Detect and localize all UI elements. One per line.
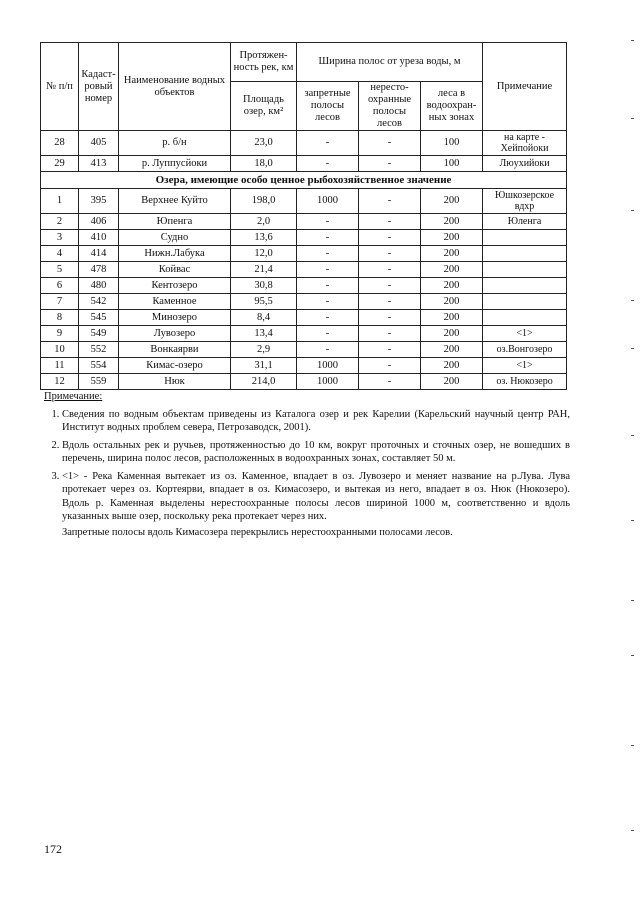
row-spawning: - xyxy=(359,294,421,310)
row-prohibited: - xyxy=(297,246,359,262)
row-water-zone: 200 xyxy=(421,310,483,326)
notes-list xyxy=(44,408,570,524)
row-spawning: - xyxy=(359,246,421,262)
header-area: Площадь озер, км² xyxy=(231,82,297,131)
row-spawning: - xyxy=(359,326,421,342)
header-cadastral: Кадаст-ровый номер xyxy=(79,43,119,131)
section-row xyxy=(41,172,567,189)
row-num: 28 xyxy=(41,131,79,156)
row-cadastral: 414 xyxy=(79,246,119,262)
row-prohibited: - xyxy=(297,294,359,310)
row-name: Лувозеро xyxy=(119,326,231,342)
row-prohibited: - xyxy=(297,326,359,342)
row-num: 6 xyxy=(41,278,79,294)
row-spawning: - xyxy=(359,262,421,278)
row-cadastral: 395 xyxy=(79,189,119,214)
scan-edge-mark xyxy=(631,348,634,349)
row-remark: оз. Нюкозеро xyxy=(483,374,567,390)
row-spawning: - xyxy=(359,214,421,230)
row-num: 5 xyxy=(41,262,79,278)
row-num: 7 xyxy=(41,294,79,310)
scan-edge-mark xyxy=(631,520,634,521)
row-cadastral: 559 xyxy=(79,374,119,390)
row-cadastral: 413 xyxy=(79,156,119,172)
table-row xyxy=(41,278,567,294)
table-header-row-1 xyxy=(41,43,567,82)
header-prohibited: запретные полосы лесов xyxy=(297,82,359,131)
row-prohibited: - xyxy=(297,278,359,294)
row-water-zone: 200 xyxy=(421,374,483,390)
table-row xyxy=(41,294,567,310)
row-name: Юпенга xyxy=(119,214,231,230)
row-prohibited: - xyxy=(297,310,359,326)
row-prohibited: 1000 xyxy=(297,374,359,390)
row-remark: Люухийоки xyxy=(483,156,567,172)
header-num: № п/п xyxy=(41,43,79,131)
header-name: Наименование водных объектов xyxy=(119,43,231,131)
table-row xyxy=(41,156,567,172)
table-row xyxy=(41,131,567,156)
row-prohibited: - xyxy=(297,214,359,230)
row-size: 31,1 xyxy=(231,358,297,374)
scan-edge-mark xyxy=(631,745,634,746)
row-size: 23,0 xyxy=(231,131,297,156)
row-size: 8,4 xyxy=(231,310,297,326)
row-num: 12 xyxy=(41,374,79,390)
row-water-zone: 200 xyxy=(421,342,483,358)
row-size: 13,4 xyxy=(231,326,297,342)
section-title: Озера, имеющие особо ценное рыбохозяйственное значение xyxy=(41,172,567,189)
row-size: 21,4 xyxy=(231,262,297,278)
scan-edge-mark xyxy=(631,118,634,119)
table-row xyxy=(41,189,567,214)
row-water-zone: 200 xyxy=(421,294,483,310)
row-prohibited: 1000 xyxy=(297,358,359,374)
row-remark: <1> xyxy=(483,358,567,374)
table-row xyxy=(41,326,567,342)
row-cadastral: 549 xyxy=(79,326,119,342)
row-size: 12,0 xyxy=(231,246,297,262)
row-size: 214,0 xyxy=(231,374,297,390)
row-remark xyxy=(483,278,567,294)
row-water-zone: 200 xyxy=(421,214,483,230)
row-water-zone: 200 xyxy=(421,278,483,294)
row-water-zone: 100 xyxy=(421,156,483,172)
table-row xyxy=(41,246,567,262)
row-water-zone: 200 xyxy=(421,189,483,214)
scan-edge-mark xyxy=(631,300,634,301)
row-water-zone: 200 xyxy=(421,230,483,246)
page-number: 172 xyxy=(44,842,62,856)
note-item: 3. <1> - Река Каменная вытекает из оз. Каменное, впадает в оз. Лувозеро и меняет название на р.Лува. Лува протекает через оз. Кортеярви, впадает в оз. Кимасозеро, и вытекая из него, впадает в оз. Нюк (Нюкозеро). Вдоль р. Каменная выделены нерестоохранные полосы лесов шириной 1000 м, соответственно и вдоль указанных выше озер, поскольку река протекает через них. xyxy=(62,470,570,524)
row-num: 3 xyxy=(41,230,79,246)
row-name: Нюк xyxy=(119,374,231,390)
row-remark xyxy=(483,294,567,310)
row-cadastral: 406 xyxy=(79,214,119,230)
row-remark: <1> xyxy=(483,326,567,342)
scan-edge-mark xyxy=(631,600,634,601)
scan-edge-mark xyxy=(631,435,634,436)
row-spawning: - xyxy=(359,358,421,374)
table-row xyxy=(41,342,567,358)
row-name: Койвас xyxy=(119,262,231,278)
row-remark: оз.Вонгозеро xyxy=(483,342,567,358)
row-size: 13,6 xyxy=(231,230,297,246)
row-spawning: - xyxy=(359,156,421,172)
row-water-zone: 100 xyxy=(421,131,483,156)
header-water-zone: леса в водоохран-ных зонах xyxy=(421,82,483,131)
row-remark: на карте - Хейпойоки xyxy=(483,131,567,156)
notes-title: Примечание: xyxy=(44,391,103,402)
table-row xyxy=(41,310,567,326)
row-remark xyxy=(483,262,567,278)
row-cadastral: 542 xyxy=(79,294,119,310)
row-num: 4 xyxy=(41,246,79,262)
row-name: Кимас-озеро xyxy=(119,358,231,374)
scan-edge-mark xyxy=(631,210,634,211)
row-num: 29 xyxy=(41,156,79,172)
row-cadastral: 410 xyxy=(79,230,119,246)
scan-edge-mark xyxy=(631,830,634,831)
row-prohibited: - xyxy=(297,262,359,278)
row-water-zone: 200 xyxy=(421,326,483,342)
row-cadastral: 405 xyxy=(79,131,119,156)
row-cadastral: 478 xyxy=(79,262,119,278)
row-size: 95,5 xyxy=(231,294,297,310)
row-remark: Юленга xyxy=(483,214,567,230)
notes-block xyxy=(44,390,570,539)
note-item: 1. Сведения по водным объектам приведены из Каталога озер и рек Карелии (Карельский научный центр РАН, Институт водных проблем севера, Петрозаводск, 2001). xyxy=(62,408,570,435)
row-prohibited: - xyxy=(297,131,359,156)
row-prohibited: - xyxy=(297,156,359,172)
row-remark xyxy=(483,246,567,262)
header-spawning: нересто-охранные полосы лесов xyxy=(359,82,421,131)
table-row xyxy=(41,358,567,374)
header-length: Протяжен-ность рек, км xyxy=(231,43,297,82)
row-cadastral: 480 xyxy=(79,278,119,294)
row-cadastral: 552 xyxy=(79,342,119,358)
row-name: р. б/н xyxy=(119,131,231,156)
table-row xyxy=(41,214,567,230)
note-item: 2. Вдоль остальных рек и ручьев, протяженностью до 10 км, вокруг проточных и сточных озер, не вошедших в перечень, ширина полос лесов, расположенных в водоохранных зонах, составляет 50 м. xyxy=(62,439,570,466)
row-remark xyxy=(483,310,567,326)
row-num: 10 xyxy=(41,342,79,358)
row-prohibited: 1000 xyxy=(297,189,359,214)
row-size: 30,8 xyxy=(231,278,297,294)
row-size: 2,0 xyxy=(231,214,297,230)
row-spawning: - xyxy=(359,189,421,214)
scan-edge-mark xyxy=(631,655,634,656)
scan-edge-mark xyxy=(631,40,634,41)
row-spawning: - xyxy=(359,342,421,358)
row-name: Нижн.Лабука xyxy=(119,246,231,262)
row-water-zone: 200 xyxy=(421,262,483,278)
row-num: 8 xyxy=(41,310,79,326)
row-spawning: - xyxy=(359,310,421,326)
header-width-group: Ширина полос от уреза воды, м xyxy=(297,43,483,82)
water-objects-table xyxy=(40,42,567,390)
row-name: Каменное xyxy=(119,294,231,310)
table-row xyxy=(41,374,567,390)
row-size: 2,9 xyxy=(231,342,297,358)
table-body xyxy=(41,43,567,390)
row-name: р. Луппусйоки xyxy=(119,156,231,172)
row-name: Кентозеро xyxy=(119,278,231,294)
row-num: 1 xyxy=(41,189,79,214)
row-size: 198,0 xyxy=(231,189,297,214)
table-row xyxy=(41,230,567,246)
row-water-zone: 200 xyxy=(421,246,483,262)
row-remark: Юшкозерское вдхр xyxy=(483,189,567,214)
row-cadastral: 554 xyxy=(79,358,119,374)
row-name: Верхнее Куйто xyxy=(119,189,231,214)
row-num: 11 xyxy=(41,358,79,374)
row-cadastral: 545 xyxy=(79,310,119,326)
row-num: 2 xyxy=(41,214,79,230)
row-spawning: - xyxy=(359,230,421,246)
row-name: Судно xyxy=(119,230,231,246)
row-spawning: - xyxy=(359,374,421,390)
table-row xyxy=(41,262,567,278)
row-remark xyxy=(483,230,567,246)
row-spawning: - xyxy=(359,278,421,294)
row-name: Минозеро xyxy=(119,310,231,326)
header-remark: Примечание xyxy=(483,43,567,131)
row-spawning: - xyxy=(359,131,421,156)
row-name: Вонкаярви xyxy=(119,342,231,358)
note-tail: Запретные полосы вдоль Кимасозера перекрылись нерестоохранными полосами лесов. xyxy=(62,526,453,538)
row-num: 9 xyxy=(41,326,79,342)
row-prohibited: - xyxy=(297,230,359,246)
row-size: 18,0 xyxy=(231,156,297,172)
row-water-zone: 200 xyxy=(421,358,483,374)
row-prohibited: - xyxy=(297,342,359,358)
